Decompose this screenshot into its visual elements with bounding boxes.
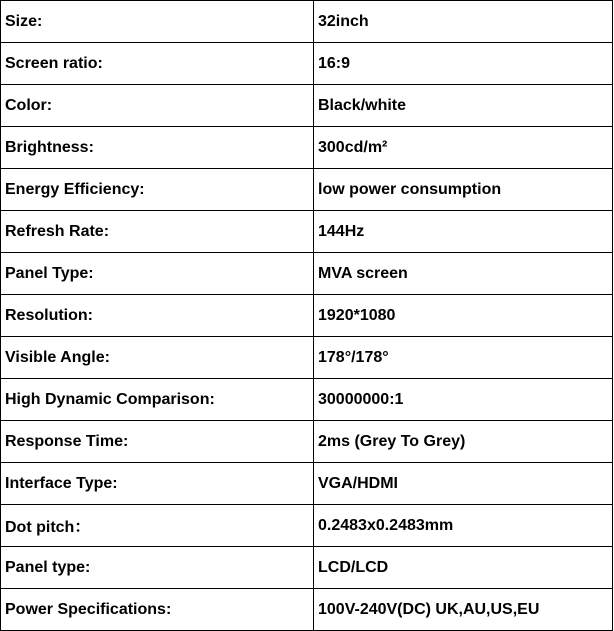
table-row bbox=[1, 379, 613, 421]
spec-value: 144Hz bbox=[314, 211, 613, 253]
spec-label: Dot pitch： bbox=[1, 505, 314, 547]
table-row bbox=[1, 253, 613, 295]
spec-value: LCD/LCD bbox=[314, 547, 613, 589]
table-row bbox=[1, 337, 613, 379]
spec-label: Visible Angle: bbox=[1, 337, 314, 379]
table-row bbox=[1, 589, 613, 631]
spec-label: Panel type: bbox=[1, 547, 314, 589]
spec-label: Color: bbox=[1, 85, 314, 127]
table-row bbox=[1, 211, 613, 253]
spec-label: Brightness: bbox=[1, 127, 314, 169]
spec-label: Resolution: bbox=[1, 295, 314, 337]
spec-value: 178°/178° bbox=[314, 337, 613, 379]
spec-value: 0.2483x0.2483mm bbox=[314, 505, 613, 547]
spec-value: low power consumption bbox=[314, 169, 613, 211]
spec-value: 300cd/m² bbox=[314, 127, 613, 169]
spec-label: Size: bbox=[1, 1, 314, 43]
spec-label: Response Time: bbox=[1, 421, 314, 463]
table-row bbox=[1, 547, 613, 589]
table-row bbox=[1, 43, 613, 85]
spec-label: Screen ratio: bbox=[1, 43, 314, 85]
spec-value: MVA screen bbox=[314, 253, 613, 295]
spec-label: Panel Type: bbox=[1, 253, 314, 295]
table-row bbox=[1, 295, 613, 337]
spec-label: Power Specifications: bbox=[1, 589, 314, 631]
table-row bbox=[1, 169, 613, 211]
table-row bbox=[1, 421, 613, 463]
spec-label: High Dynamic Comparison: bbox=[1, 379, 314, 421]
spec-value: 1920*1080 bbox=[314, 295, 613, 337]
spec-value: 32inch bbox=[314, 1, 613, 43]
spec-value: 2ms (Grey To Grey) bbox=[314, 421, 613, 463]
spec-label: Interface Type: bbox=[1, 463, 314, 505]
spec-label: Refresh Rate: bbox=[1, 211, 314, 253]
spec-value: 100V-240V(DC) UK,AU,US,EU bbox=[314, 589, 613, 631]
spec-value: 16:9 bbox=[314, 43, 613, 85]
spec-table-body bbox=[1, 1, 613, 631]
spec-value: VGA/HDMI bbox=[314, 463, 613, 505]
table-row bbox=[1, 463, 613, 505]
table-row bbox=[1, 127, 613, 169]
table-row bbox=[1, 85, 613, 127]
spec-label: Energy Efficiency: bbox=[1, 169, 314, 211]
table-row bbox=[1, 505, 613, 547]
spec-value: 30000000:1 bbox=[314, 379, 613, 421]
spec-value: Black/white bbox=[314, 85, 613, 127]
table-row bbox=[1, 1, 613, 43]
